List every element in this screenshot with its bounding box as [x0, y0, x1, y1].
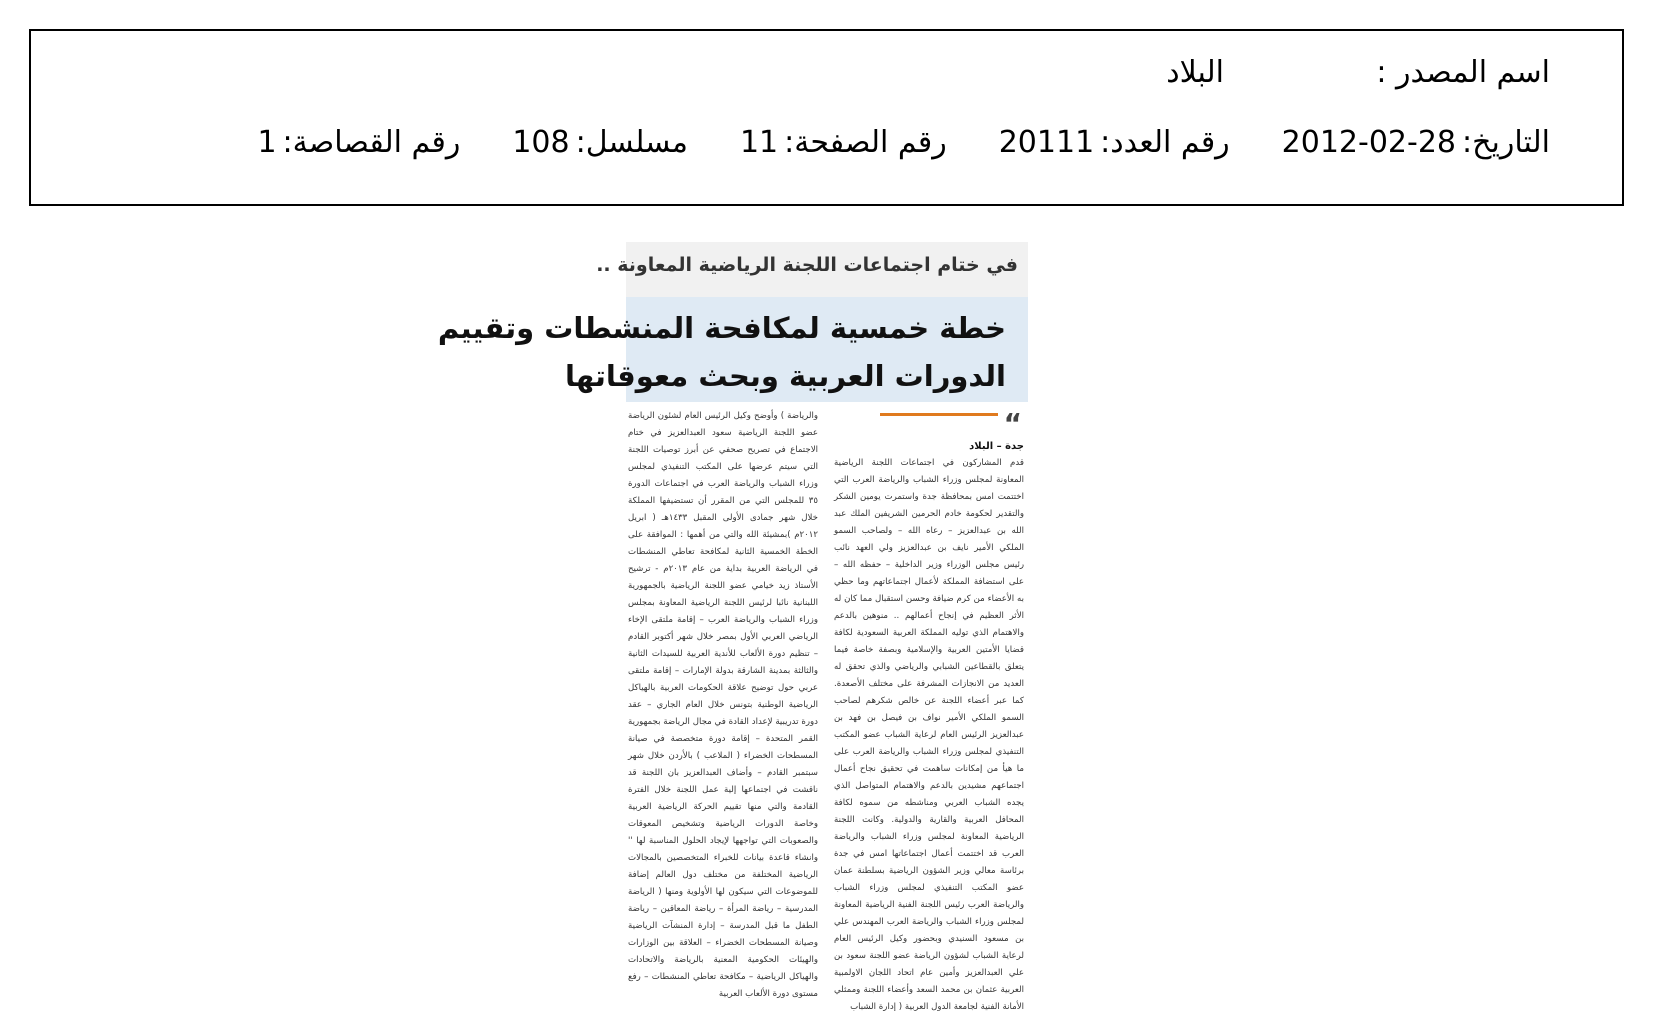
article-dateline: جدة – البلاد — [969, 441, 1024, 452]
clip-value: 1 — [257, 125, 277, 160]
clip-label: رقم القصاصة: — [282, 125, 461, 160]
newspaper-clipping — [437, 242, 1028, 1012]
article-kicker-band — [596, 242, 1028, 297]
source-value: البلاد — [1166, 55, 1224, 90]
source-info-box — [29, 29, 1624, 206]
page-label: رقم الصفحة: — [784, 125, 947, 160]
quote-mark-icon: “ — [1003, 407, 1022, 440]
date-label: التاريخ: — [1462, 125, 1550, 160]
article-column-right — [834, 438, 1024, 1016]
serial-label: مسلسل: — [575, 125, 688, 160]
headline-line-1: خطة خمسية لمكافحة المنشطات وتقييم — [437, 311, 1006, 345]
article-body-right: قدم المشاركون في اجتماعات اللجنة الرياضية المعاونة لمجلس وزراء الشباب والرياضة العرب التي اختتمت امس بمحافظة جدة واستمرت يومين الشكر والتقدير لحكومة خادم الحرمين الشريفين الملك عبد الله بن عبدالعزيز – رعاه الله – ولصاحب السمو الملكي الأمير نايف بن عبدالعزيز ولي العهد نائب رئيس مجلس الوزراء وزير الداخلية – حفظه الله – على استضافة المملكة لأعمال اجتماعاتهم وما حظي به الأعضاء من كرم ضيافة وحسن استقبال مما كان له الأثر العظيم في إنجاح أعمالهم .. منوهين بالدعم والاهتمام الذي توليه المملكة العربية السعودية لكافة قضايا الأمتين العربية والإسلامية وبصفة خاصة فيما يتعلق بالقطاعين الشبابي والرياضي والذي تحقق له العديد من الانجازات المشرفة على مختلف الأصعدة. كما عبر أعضاء اللجنة عن خالص شكرهم لصاحب السمو الملكي الأمير نواف بن فيصل بن فهد بن عبدالعزيز الرئيس العام لرعاية الشباب عضو المكتب التنفيذي لمجلس وزراء الشباب والرياضة العرب على ما هيأ من إمكانات ساهمت في تحقيق نجاح أعمال اجتماعهم مشيدين بالدعم والاهتمام المتواصل الذي يجده الشباب العربي ومناشطه من سموه لكافة المحافل العربية والقارية والدولية. وكانت اللجنة الرياضية المعاونة لمجلس وزراء الشباب والرياضة العرب قد اختتمت أعمال اجتماعاتها امس في جدة برئاسة معالي وزير الشؤون الرياضية بسلطنة عمان عضو المكتب التنفيذي لمجلس وزراء الشباب والرياضة العرب رئيس اللجنة الفنية الرياضية المعاونة لمجلس وزراء الشباب والرياضة العرب المهندس علي بن مسعود السنيدي وبحضور وكيل الرئيس العام لرعاية الشباب لشؤون الرياضة عضو اللجنة سعود بن علي العبدالعزيز وأمين عام اتحاد اللجان الاولمبية العربية عثمان بن محمد السعد وأعضاء اللجنة وممثلي الأمانة الفنية لجامعة الدول العربية ( إدارة الشباب — [834, 458, 1024, 1012]
issue-label: رقم العدد: — [1100, 125, 1230, 160]
article-kicker: في ختام اجتماعات اللجنة الرياضية المعاونة .. — [596, 254, 1018, 276]
headline-line-2: الدورات العربية وبحث معوقاتها — [564, 359, 1006, 393]
article-column-left — [628, 408, 818, 1003]
accent-divider — [880, 413, 998, 416]
meta-details-row — [257, 125, 1550, 160]
source-label: اسم المصدر : — [1376, 55, 1550, 90]
page-value: 11 — [739, 125, 779, 160]
date-value: 2012-02-28 — [1281, 125, 1457, 160]
article-headline-band — [437, 297, 1028, 402]
issue-value: 20111 — [998, 125, 1095, 160]
serial-value: 108 — [512, 125, 570, 160]
article-body-left: والرياضة ) وأوضح وكيل الرئيس العام لشئون الرياضة عضو اللجنة الرياضية سعود العبدالعزيز في ختام الاجتماع في تصريح صحفي عن أبرز توصيات اللجنة التي سيتم عرضها على المكتب التنفيذي لمجلس وزراء الشباب والرياضة العرب في اجتماعات الدورة ٣٥ للمجلس التي من المقرر أن تستضيفها المملكة خلال شهر جمادى الأولى المقبل ١٤٣٣هـ ( ابريل ٢٠١٢م )بمشيئة الله والتي من أهمها : الموافقة على الخطة الخمسية الثانية لمكافحة تعاطي المنشطات في الرياضة العربية بداية من عام ٢٠١٣م - ترشيح الأستاذ زيد خيامي عضو اللجنة الرياضية بالجمهورية اللبنانية نائبا لرئيس اللجنة الرياضية المعاونة بمجلس وزراء الشباب والرياضة العرب – إقامة ملتقى الإخاء الرياضي العربي الأول بمصر خلال شهر أكتوبر القادم – تنظيم دورة الألعاب للأندية العربية للسيدات الثانية والثالثة بمدينة الشارقة بدولة الإمارات – إقامة ملتقى عربي حول توضيح علاقة الحكومات العربية بالهياكل الرياضية الوطنية بتونس خلال العام الجاري – عقد دورة تدريبية لإعداد القادة في مجال الرياضة بجمهورية القمر المتحدة – إقامة دورة متخصصة في صيانة المسطحات الخضراء ( الملاعب ) بالأردن خلال شهر سبتمبر القادم – وأضاف العبدالعزيز بان اللجنة قد ناقشت في اجتماعها إلية عمل اللجنة خلال الفترة القادمة والتي منها تقييم الحركة الرياضية العربية وخاصة الدورات الرياضية وتشخيص المعوقات والصعوبات التي تواجهها لإيجاد الحلول المناسبة لها '' وانشاء قاعدة بيانات للخبراء المتخصصين بالمجالات الرياضية المختلفة من مختلف دول العالم إضافة للموضوعات التي سيكون لها الأولوية ومنها ( الرياضة المدرسية – رياضة المرأة – رياضة المعاقين – رياضة الطفل ما قبل المدرسة – إدارة المنشآت الرياضية وصيانة المسطحات الخضراء – العلاقة بين الوزارات والهيئات الحكومية المعنية بالرياضة والاتحادات والهياكل الرياضية – مكافحة تعاطي المنشطات – رفع مستوى دورة الألعاب العربية — [628, 411, 818, 999]
